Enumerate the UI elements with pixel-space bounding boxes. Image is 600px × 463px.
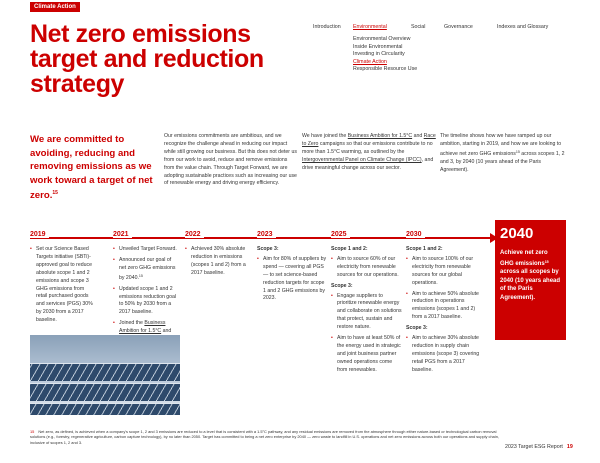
subnav-investing-circularity[interactable]: Investing in Circularity — [353, 51, 405, 58]
subnav-inside-environmental[interactable]: Inside Environmental — [353, 43, 403, 50]
sub-nav — [353, 36, 417, 74]
list-item: • Joined the Business Ambition for 1.5°C and — [113, 320, 177, 344]
goal-year: 2040 — [500, 225, 534, 242]
list-item: • Aim to source 100% of our electricity from renewable sources for our global operations. — [406, 256, 482, 288]
goal-2040-box — [495, 220, 566, 340]
timeline-2023 — [257, 246, 327, 306]
page-number: 19 — [566, 444, 573, 450]
year-2025: 2025 — [331, 231, 350, 238]
subnav-climate-action[interactable]: Climate Action — [353, 58, 387, 65]
list-item: • Set our Science Based Targets initiative (SBTi)-approved goal to reduce absolute scope 1 and 2 emissions and scope 3 GHG emissions from retail purchased goods and services (PGS) 30% by 2030 from a 2017 baseline. — [30, 246, 96, 325]
nav-introduction[interactable]: Introduction — [313, 24, 341, 30]
timeline-2022 — [185, 246, 253, 281]
list-item: • Announced our goal of net zero GHG emissions by 2040.15 — [113, 257, 177, 283]
list-item: • Aim to achieve 30% absolute reduction in supply chain emissions (scope 3) covering retail PGS from a 2017 baseline. — [406, 335, 482, 375]
footnote: 15 Net zero, as defined, is achieved when a company's scope 1, 2 and 3 emissions are reduced to a level that is consistent with a 1.5°C pathway, and any residual emissions are removed from the atmosphere through either nature-based or technological carbon removal solutions (e.g., forestry, regenerative agriculture, carbon capture technology), by no later than 2050. Target has committed to being a net zero enterprise by 2040 — zero waste to landfill in U.S. operations and net zero emissions across both our operations and supply chain, inclusive of scopes 1, 2 and 3. — [30, 429, 499, 445]
subnav-environmental-overview[interactable]: Environmental Overview — [353, 36, 411, 42]
intro-paragraph: Our emissions commitments are ambitious, and we recognize the challenge ahead in reducing our impact while still growing our business. But this does not deter us from our work to avoid, reduce and remove emissions from the value chain. Through Target Forward, we are adopting sustainable practices such as increasing our use of renewable energy and driving energy efficiency. — [164, 133, 297, 187]
list-item: • Unveiled Target Forward. — [113, 246, 177, 254]
list-item: • Aim for 80% of suppliers by spend — covering all PGS — to set science-based reduction targets for scope 1 and 2 GHG emissions by 2023. — [257, 256, 327, 303]
list-item: • Aim to have at least 50% of the energy used in strategic and joint business partner owned operations come from renewables. — [331, 335, 403, 375]
scope-heading: Scope 3: — [257, 246, 279, 252]
section-tag: Climate Action — [30, 2, 80, 12]
scope-heading: Scope 1 and 2: — [406, 246, 443, 252]
solar-panels-image — [30, 335, 180, 415]
year-2023: 2023 — [257, 231, 276, 238]
race-to-zero-link[interactable]: Race to Zero — [302, 133, 436, 147]
list-item: • Aim to achieve 50% absolute reduction in operations emissions (scopes 1 and 2) from a 2017 baseline. — [406, 291, 482, 323]
page-title: Net zero emissions target and reduction strategy — [30, 20, 264, 98]
timeline-2025 — [331, 246, 403, 378]
year-2030: 2030 — [406, 231, 425, 238]
timeline-2019 — [30, 246, 96, 328]
timeline-2030 — [406, 246, 482, 378]
subnav-responsible-resource-use[interactable]: Responsible Resource Use — [353, 66, 418, 73]
scope-heading: Scope 3: — [331, 282, 353, 289]
timeline-intro-paragraph: The timeline shows how we have ramped up our ambition, starting in 2019, and how we are looking to achieve net zero GHG emissions$^{15}$ across scopes 1, 2 and 3, by 2040 (10 years ahead of the Paris Agreement). — [440, 133, 565, 173]
year-2021: 2021 — [113, 231, 132, 238]
nav-environmental[interactable]: Environmental — [353, 24, 387, 30]
ipcc-link[interactable]: Intergovernmental Panel on Climate Change (IPCC) — [302, 156, 422, 163]
scope-heading: Scope 3: — [406, 325, 428, 332]
nav-governance[interactable]: Governance — [444, 24, 473, 30]
list-item: • Updated scope 1 and 2 emissions reduction goal to 50% by 2030 from a 2017 baseline. — [113, 286, 177, 318]
goal-text: Achieve net zero GHG emissions$^{15}$ across all scopes by 2040 (10 years ahead of the Paris Agreement). — [500, 250, 561, 301]
timeline-2021 — [113, 246, 177, 347]
commitment-paragraph: We have joined the Business Ambition for 1.5°C and Race to Zero campaigns so that our emissions contribute to no more than 1.5°C warming, as outlined by the Intergovernmental Panel on Climate Change (IPCC), and drive meaningful change across our sector. — [302, 133, 436, 171]
business-ambition-link[interactable]: Business Ambition for 1.5°C — [347, 133, 413, 139]
list-item: • Achieved 30% absolute reduction in emissions (scopes 1 and 2) from a 2017 baseline. — [185, 246, 253, 278]
year-2019: 2019 — [30, 231, 49, 238]
nav-indexes-glossary[interactable]: Indexes and Glossary — [497, 24, 549, 30]
business-ambition-link[interactable]: Business Ambition for 1.5°C — [119, 320, 166, 335]
list-item: • Engage suppliers to prioritize renewable energy and collaborate on solutions that protect, sustain and restore nature. — [331, 293, 403, 333]
list-item: • Aim to source 60% of our electricity from renewable sources for our operations. — [331, 256, 403, 280]
scope-heading: Scope 1 and 2: — [331, 246, 368, 252]
nav-social[interactable]: Social — [411, 24, 426, 30]
page-footer — [505, 444, 573, 450]
lead-statement: We are committed to avoiding, reducing and removing emissions as we work toward a target of net zero.$^{15}$ — [30, 134, 153, 202]
report-title: 2023 Target ESG Report — [505, 444, 563, 450]
year-2022: 2022 — [185, 231, 204, 238]
